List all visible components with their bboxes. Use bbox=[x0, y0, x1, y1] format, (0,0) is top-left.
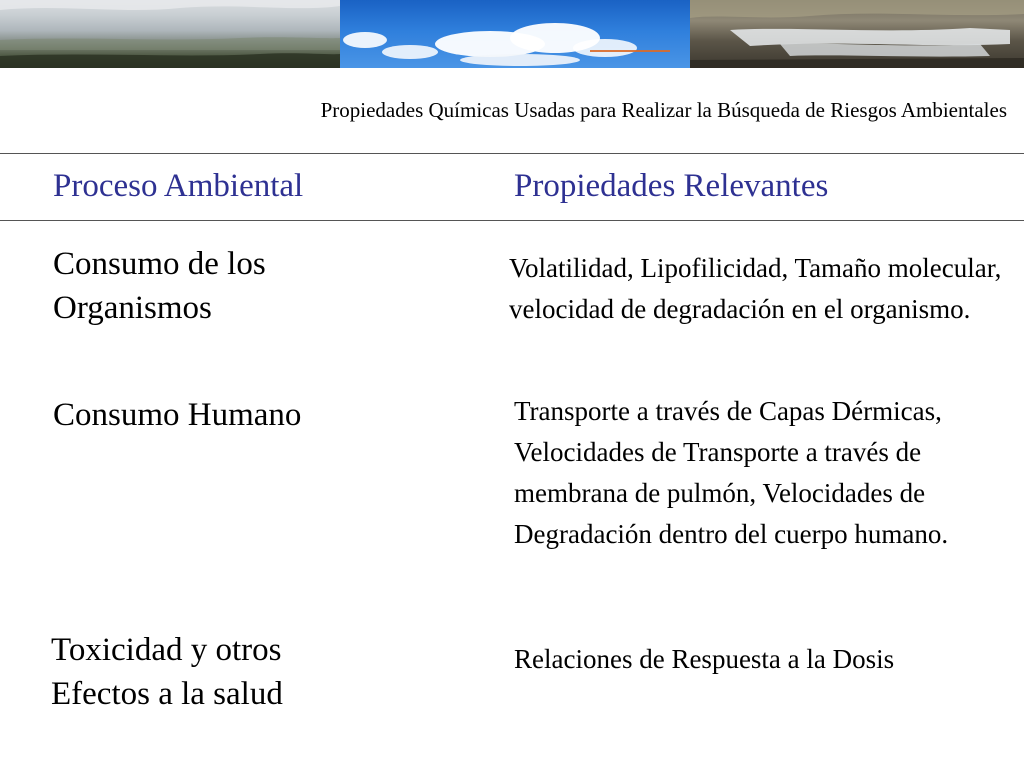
slide-title: Propiedades Químicas Usadas para Realizar la Búsqueda de Riesgos Ambientales bbox=[320, 98, 1007, 122]
grassland-photo bbox=[0, 0, 340, 68]
column-header-properties: Propiedades Relevantes bbox=[514, 168, 829, 204]
row-3-properties: Relaciones de Respuesta a la Dosis bbox=[514, 644, 895, 674]
row-2-properties: Transporte a través de Capas Dérmicas, Velocidades de Transporte a través de membrana de pulmón, Velocidades de Degradación dentro del cuerpo humano. bbox=[514, 396, 949, 549]
waterfall-photo bbox=[690, 0, 1024, 68]
row-1-properties: Volatilidad, Lipofilicidad, Tamaño molecular, velocidad de degradación en el organismo. bbox=[509, 253, 1002, 324]
sky-photo bbox=[340, 0, 690, 68]
header-divider bbox=[0, 220, 1024, 221]
row-1-process: Consumo de los Organismos bbox=[53, 246, 266, 326]
row-2-process: Consumo Humano bbox=[53, 397, 302, 433]
column-header-process: Proceso Ambiental bbox=[53, 168, 304, 204]
top-divider bbox=[0, 153, 1024, 154]
row-3-process: Toxicidad y otros Efectos a la salud bbox=[51, 632, 283, 712]
photo-banner bbox=[0, 0, 1024, 68]
